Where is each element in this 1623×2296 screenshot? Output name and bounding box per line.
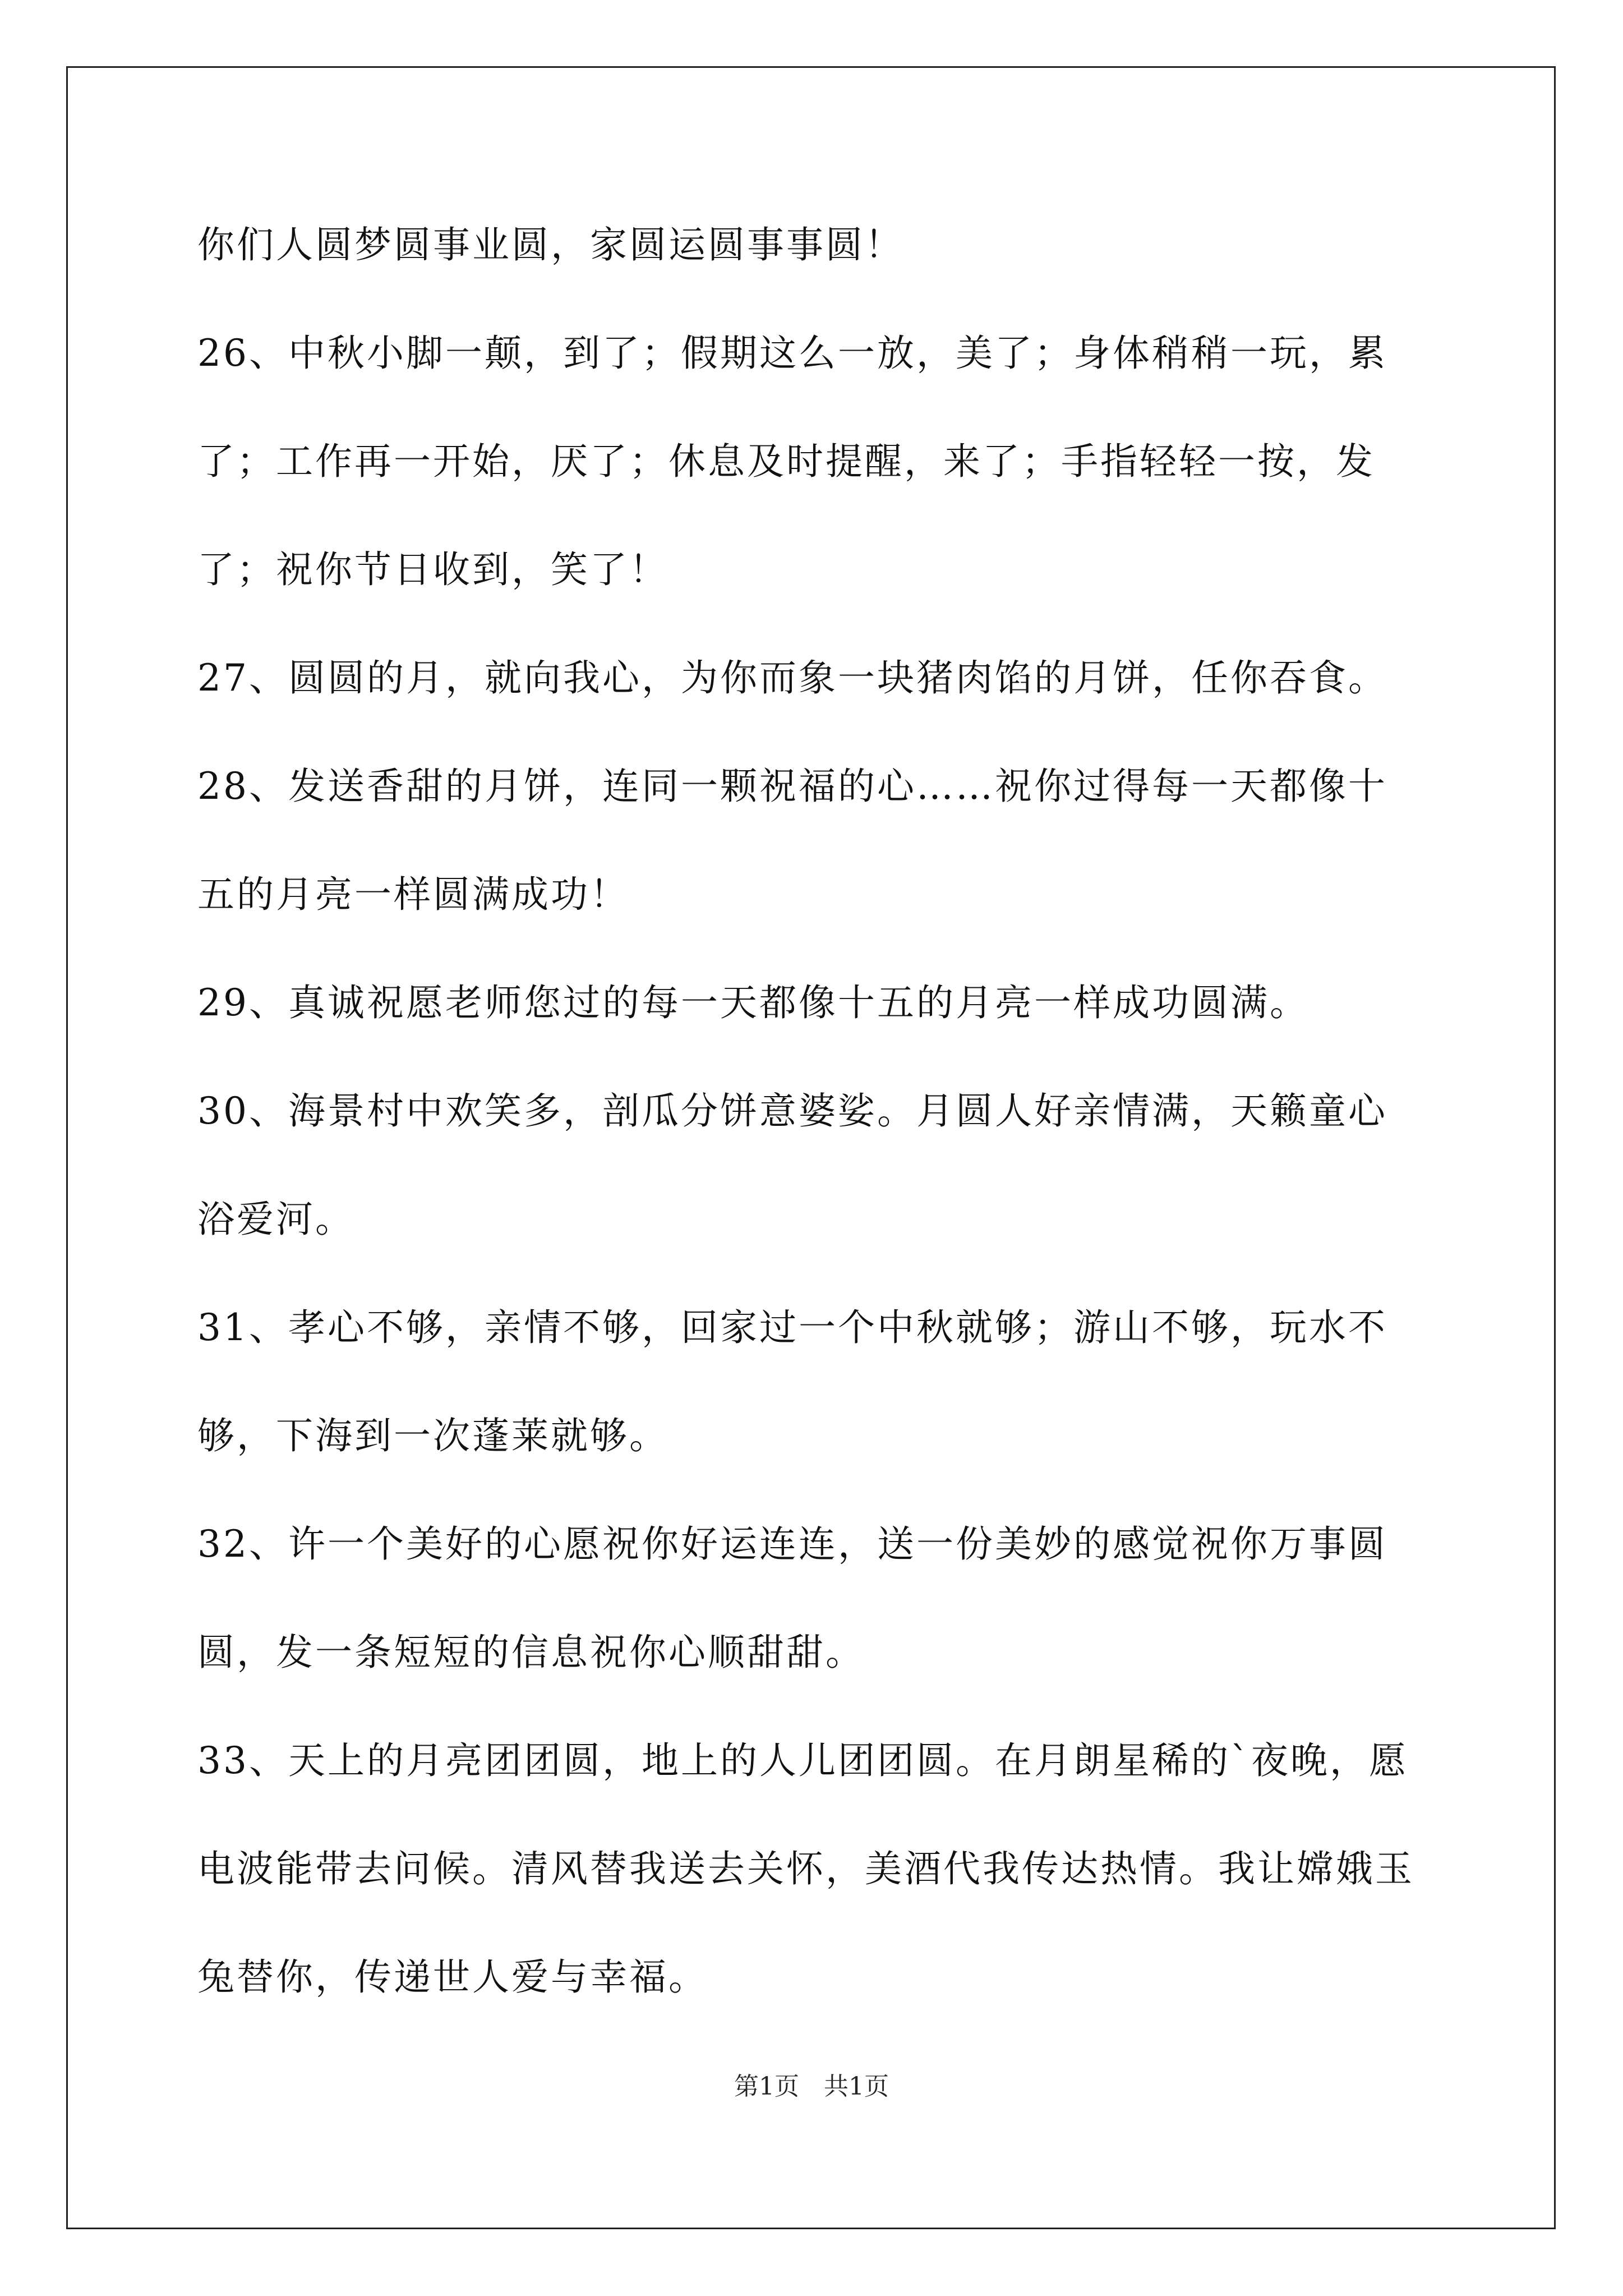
- page-number-footer: 第1页 共1页: [734, 2072, 889, 2101]
- paragraph: 32、许一个美好的心愿祝你好运连连，送一份美妙的感觉祝你万事圆圆，发一条短短的信息祝你心顺甜甜。: [197, 1522, 1387, 1674]
- paragraph: 33、天上的月亮团团圆，地上的人儿团团圆。在月朗星稀的`夜晚，愿电波能带去问候。清风替我送去关怀，美酒代我传达热情。我让嫦娥玉兔替你，传递世人爱与幸福。: [197, 1739, 1414, 1999]
- paragraph: 30、海景村中欢笑多，剖瓜分饼意婆娑。月圆人好亲情满，天籁童心浴爱河。: [197, 1089, 1387, 1241]
- document-body: [197, 191, 1426, 2031]
- paragraph: 29、真诚祝愿老师您过的每一天都像十五的月亮一样成功圆满。: [197, 981, 1309, 1024]
- paragraph: 你们人圆梦圆事业圆，家圆运圆事事圆！: [197, 223, 904, 266]
- paragraph: 26、中秋小脚一颠，到了；假期这么一放，美了；身体稍稍一玩，累了；工作再一开始，厌了；休息及时提醒，来了；手指轻轻一按，发了；祝你节日收到，笑了！: [197, 332, 1387, 591]
- paragraph: 27、圆圆的月，就向我心，为你而象一块猪肉馅的月饼，任你吞食。: [197, 656, 1387, 700]
- paragraph: 31、孝心不够，亲情不够，回家过一个中秋就够；游山不够，玩水不够，下海到一次蓬莱就够。: [197, 1306, 1387, 1457]
- paragraph: 28、发送香甜的月饼，连同一颗祝福的心……祝你过得每一天都像十五的月亮一样圆满成功！: [197, 765, 1387, 916]
